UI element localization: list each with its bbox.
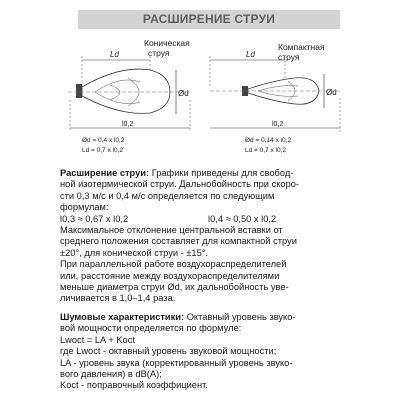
section2-line-2: вой мощности определяется по формуле: [60, 323, 242, 334]
conical-label-1: Коническая [144, 40, 190, 48]
conical-label-2: струя [148, 48, 170, 58]
ld-label-left: Ld [110, 50, 119, 59]
ld-label-right: Ld [246, 50, 255, 59]
section2-formula: Lwoct = LA + Koct [60, 334, 135, 345]
section1-para2-line-5: или, расстояние между воздухораспределителями [60, 270, 280, 281]
formula-l03: l0,3 ≈ 0,67 x l0,2 [60, 213, 129, 224]
section2-line-4: где Lwoct - октавный уровень звуковой мощности; [60, 346, 277, 357]
d-label-right: Ød [326, 88, 337, 97]
section2-line-5: LA - уровень звука (корректированный уровень звуко- [60, 357, 293, 368]
noise-characteristics-section [60, 312, 342, 392]
section1-first-text: Графики приведены для свобод- [151, 168, 294, 178]
compact-jet-diagram [210, 42, 340, 154]
section1-line-4: формулам: [60, 202, 109, 213]
header-title: РАСШИРЕНИЕ СТРУИ [142, 12, 276, 26]
section1-line-2: ной изотермической струи. Дальнобойность при скоро- [60, 179, 300, 190]
section2-line-7: Koct - поправочный коэффициент. [60, 380, 208, 391]
conical-formula-2: Ld = 0,7 x l0,2 [82, 147, 124, 154]
section1-para2-line-2: среднего положения составляет для компактной струи [60, 236, 297, 247]
compact-formula-2: Ld = 0,7 x l0,2 [245, 147, 287, 154]
conical-jet-outline [82, 69, 170, 113]
compact-formula-1: Ød = 0,14 x l0,2 [245, 137, 292, 144]
section2-line-6: вого давления) в dB(A); [60, 369, 162, 380]
section1-para2-line-7: личивается в 1,0–1,4 раза. [60, 293, 176, 304]
section1-line-3: сти 0,3 м/с и 0,4 м/с определяется по следующим [60, 190, 275, 201]
velocity-formulas [60, 214, 342, 225]
section1-para2-line-3: ±20°, для конической струи - ±15°. [60, 247, 209, 258]
section1-para2-line-1: Максимальное отклонение центральной вставки от [60, 225, 283, 236]
jet-diagrams-svg [40, 40, 360, 160]
section2-heading: Шумовые характеристики: [60, 312, 185, 322]
section1-line-1 [60, 168, 342, 179]
section1-para2-line-4: При параллельной работе воздухораспределителей [60, 259, 287, 270]
l02-label-left: l0,2 [122, 121, 134, 128]
l02-label-right: l0,2 [272, 121, 284, 128]
jet-expansion-figure [40, 40, 360, 165]
compact-label-1: Компактная [278, 42, 325, 52]
section1-heading: Расширение струи: [60, 168, 150, 178]
section1-para2-line-6: меньше диаметра струи Ød, их дальнобойность уве- [60, 282, 289, 293]
section2-line-1 [60, 312, 342, 323]
section2-first-text: Октавный уровень звуко- [186, 312, 296, 322]
section-header [78, 10, 340, 29]
conical-jet-diagram [68, 40, 190, 154]
compact-label-2: струя [278, 52, 300, 62]
jet-expansion-section [60, 168, 342, 305]
conical-formula-1: Ød = 0,4 x l0,2 [82, 137, 125, 144]
formula-l04: l0,4 ≈ 0,50 x l0,2 [208, 213, 277, 224]
d-label-left: Ød [178, 89, 189, 98]
nozzle-left-icon [76, 84, 82, 98]
